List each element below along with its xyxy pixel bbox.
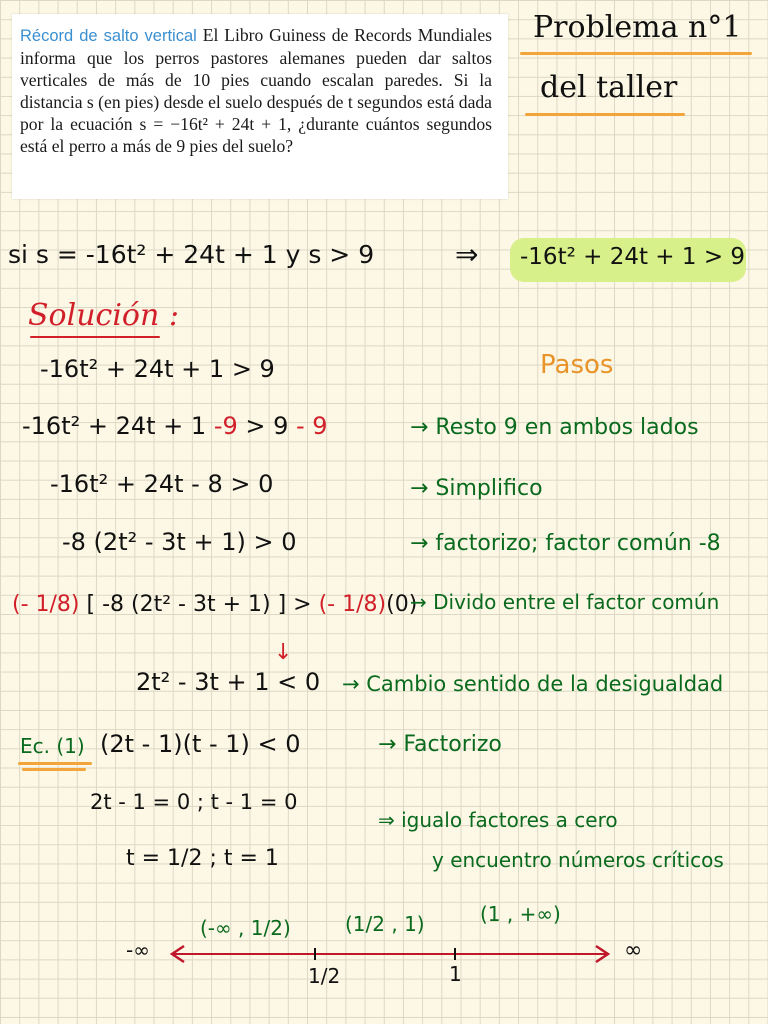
number-line-left-label: -∞ [126,938,150,962]
step-1-note: → Resto 9 en ambos lados [410,415,699,440]
solution-label: Solución : [28,298,179,333]
steps-label: Pasos [540,350,614,380]
number-line [160,938,620,978]
problem-title: Récord de salto vertical [20,27,197,45]
solution-underline [30,336,160,338]
step-4-expr [12,592,417,617]
step-3-expr: -8 (2t² - 3t + 1) > 0 [62,528,297,556]
interval-2: (1/2 , 1) [345,912,425,936]
ec1-underline-2 [22,768,86,771]
step-4-part-b: [ -8 (2t² - 3t + 1) ] > [86,592,319,617]
step-4-note: → Divido entre el factor común [410,590,720,614]
interval-1: (-∞ , 1/2) [200,916,291,940]
tick-label-one: 1 [449,962,462,986]
heading-line1: Problema n°1 [533,10,742,45]
ec1-underline-1 [18,762,92,765]
step-0-expr: -16t² + 24t + 1 > 9 [40,355,275,383]
heading-underline-2 [525,113,685,116]
step-1-red-1: -9 [213,412,238,440]
step-1-part-b: > 9 [237,412,297,440]
step-2-note: → Simplifico [410,476,543,501]
tick-label-half: 1/2 [308,964,341,988]
step-1-expr [22,412,328,440]
heading-underline-1 [520,52,752,55]
problem-text [20,24,492,157]
step-4-red-1: (- 1/8) [12,592,80,617]
number-line-right-label: ∞ [624,938,643,963]
given-arrow: ⇒ [455,238,479,271]
problem-body: El Libro Guiness de Records Mundiales informa que los perros pastores alemanes pueden dar saltos verticales de más de 10 pies cuando escalan paredes. Si la distancia s (en pies) desde el suelo después de t segundos está dada por la ecuación s = −16t² + 24t + 1, ¿durante cuántos segundos está el perro a más de 9 pies del suelo? [20,25,492,156]
step-4-red-2: (- 1/8) [318,592,387,617]
problem-box [12,14,508,199]
zeros-line1: 2t - 1 = 0 ; t - 1 = 0 [90,790,298,814]
zeros-note2: y encuentro números críticos [432,848,724,872]
step-5-expr: 2t² - 3t + 1 < 0 [136,668,321,696]
zeros-note1: ⇒ igualo factores a cero [378,808,618,832]
step-4-part-c: (0) [386,592,418,617]
step-6-label: Ec. (1) [20,734,85,758]
step-6-expr: (2t - 1)(t - 1) < 0 [100,730,301,758]
step-6-note: → Factorizo [378,732,502,757]
given-lhs: si s = -16t² + 24t + 1 y s > 9 [8,240,375,269]
step-3-note: → factorizo; factor común -8 [410,531,721,556]
step-5-note: → Cambio sentido de la desigualdad [342,672,724,696]
interval-3: (1 , +∞) [480,902,561,926]
heading-line2: del taller [540,70,678,105]
zeros-line2: t = 1/2 ; t = 1 [126,846,279,871]
step-1-part-a: -16t² + 24t + 1 [22,412,214,440]
given-rhs: -16t² + 24t + 1 > 9 [520,244,746,270]
step-1-red-2: - 9 [296,412,328,440]
red-down-arrow: ↓ [274,640,293,665]
step-2-expr: -16t² + 24t - 8 > 0 [50,470,274,498]
